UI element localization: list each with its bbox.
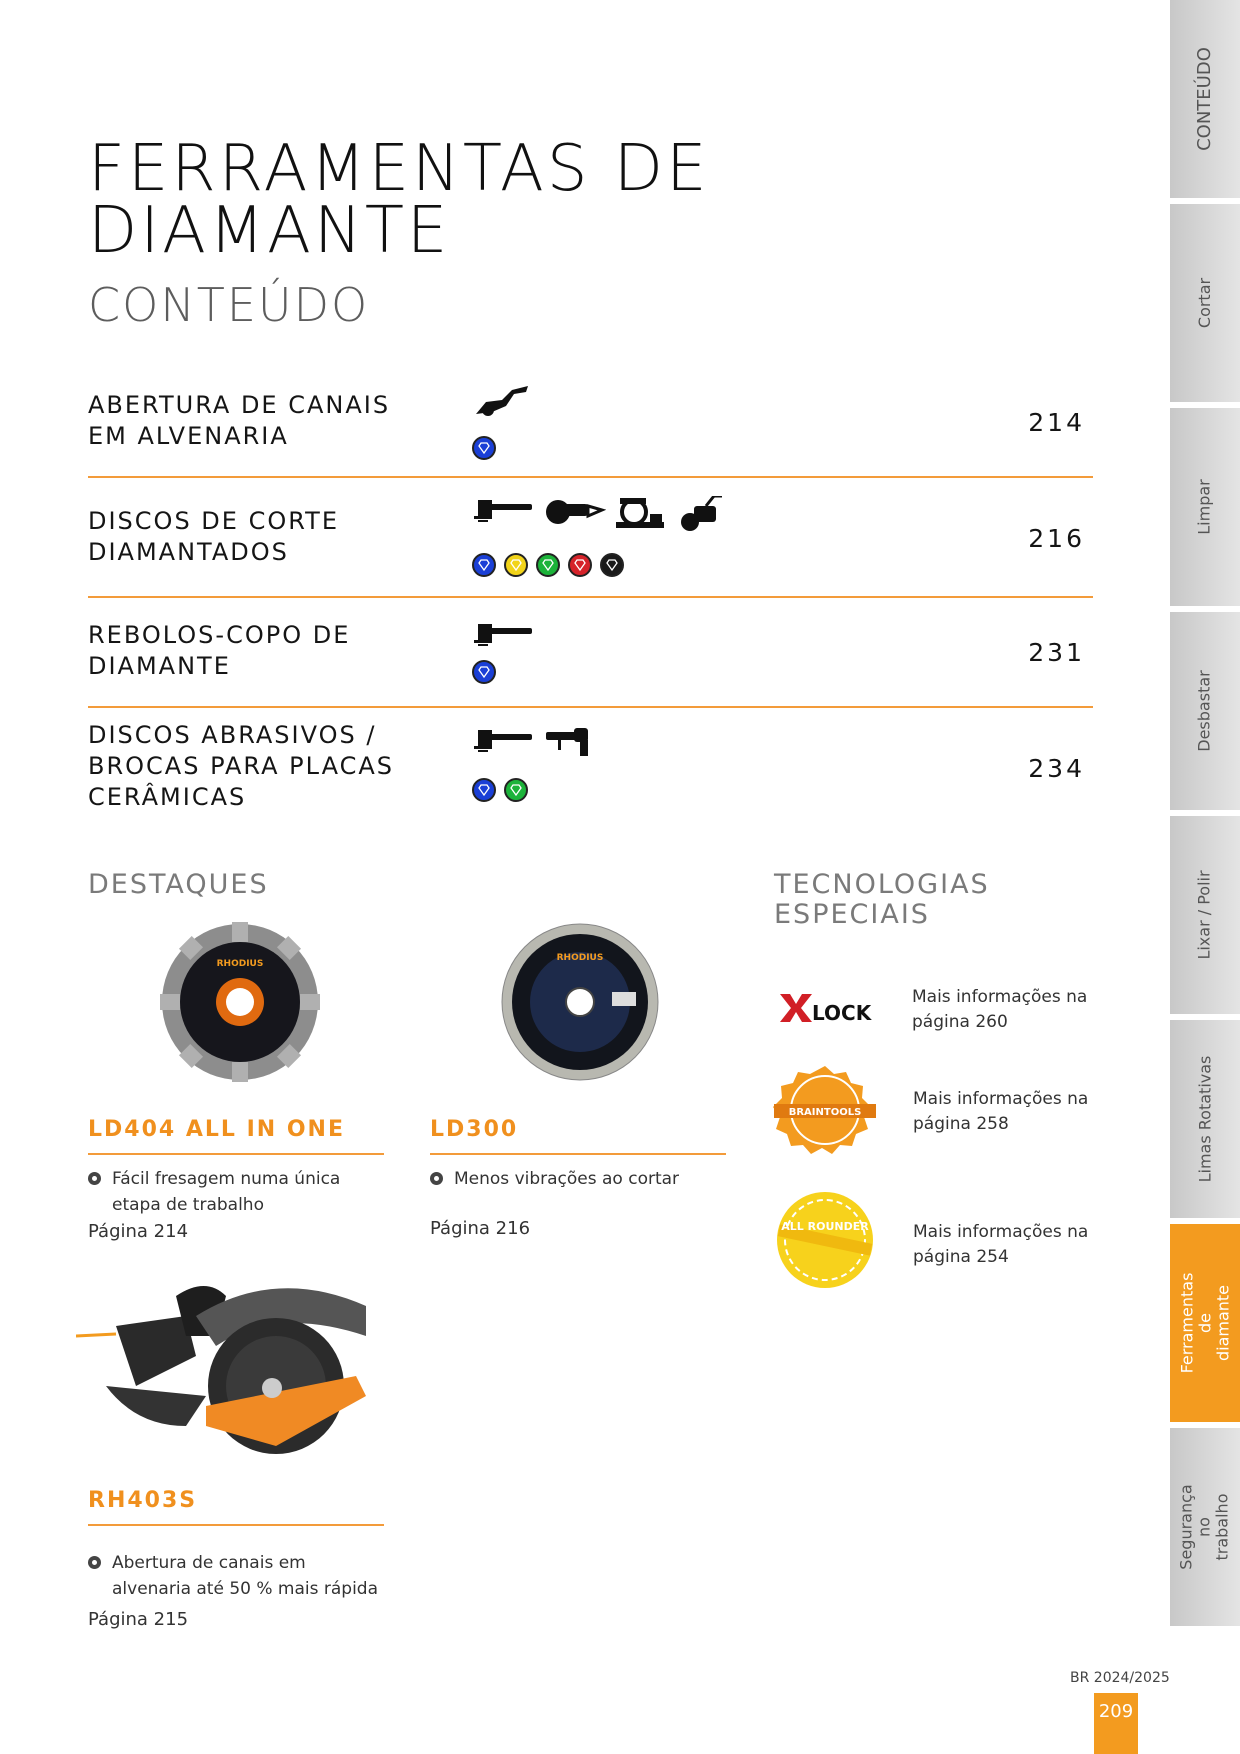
sidebar: [1170, 0, 1240, 1630]
diamond-blue-icon: [472, 778, 496, 802]
angle-grinder-icon: [472, 726, 534, 756]
tech-info[interactable]: Mais informações na página 254: [913, 1222, 1089, 1267]
diamond-green-icon: [536, 553, 560, 577]
wall-chaser-icon: [472, 384, 532, 420]
tech-info[interactable]: Mais informações na página 260: [912, 987, 1088, 1032]
product-page-ref[interactable]: Página 216: [430, 1218, 531, 1239]
tool-icons: [472, 384, 532, 420]
toc-label: DISCOS DE CORTE DIAMANTADOS: [88, 507, 339, 566]
toc-page-number: 214: [1028, 408, 1085, 437]
highlights-heading: DESTAQUES: [88, 869, 269, 900]
material-dots: [472, 436, 496, 460]
toc-label: REBOLOS-COPO DE DIAMANTE: [88, 621, 351, 680]
svg-text:BRAINTOOLS: BRAINTOOLS: [788, 1107, 862, 1118]
braintools-badge-icon: [772, 1064, 878, 1160]
product-bullet: Fácil fresagem numa única etapa de trabalho: [88, 1166, 388, 1218]
diamond-blue-icon: [472, 660, 496, 684]
svg-text:LOCK: LOCK: [812, 1001, 872, 1025]
svg-text:RHODIUS: RHODIUS: [556, 953, 604, 963]
diamond-black-icon: [600, 553, 624, 577]
catalog-year: BR 2024/2025: [1070, 1670, 1170, 1686]
disc-ld404-image: [160, 922, 320, 1082]
tool-icons: [472, 620, 534, 650]
tech-info[interactable]: Mais informações na página 258: [913, 1089, 1089, 1134]
tab-conteudo[interactable]: CONTEÚDO: [1170, 0, 1240, 200]
tab-ferramentas-diamante[interactable]: Ferramentas de diamante: [1170, 1224, 1240, 1424]
tool-icons: [472, 496, 726, 532]
product-bullet: Menos vibrações ao cortar: [430, 1166, 730, 1192]
table-saw-icon: [616, 496, 666, 530]
tab-seguranca[interactable]: Segurança no trabalho: [1170, 1428, 1240, 1628]
svg-text:RHODIUS: RHODIUS: [216, 959, 264, 969]
page-number: 209: [1094, 1693, 1138, 1754]
material-dots: [472, 553, 624, 577]
diamond-blue-icon: [472, 553, 496, 577]
toc-row[interactable]: [88, 384, 1093, 478]
tab-limpar[interactable]: Limpar: [1170, 408, 1240, 608]
disc-ld300-image: [500, 922, 660, 1082]
diamond-red-icon: [568, 553, 592, 577]
tech-heading: TECNOLOGIAS ESPECIAIS: [774, 869, 990, 930]
toc-row[interactable]: [88, 598, 1093, 708]
tab-desbastar[interactable]: Desbastar: [1170, 612, 1240, 812]
title-line-1: FERRAMENTAS DE: [88, 132, 710, 206]
product-page-ref[interactable]: Página 215: [88, 1609, 189, 1630]
bullet-icon: [430, 1172, 443, 1185]
product-name-rh403s[interactable]: RH403S: [88, 1488, 198, 1513]
title-line-2: DIAMANTE: [88, 194, 451, 268]
toc-label: DISCOS ABRASIVOS / BROCAS PARA PLACAS CERÂMICAS: [88, 721, 394, 811]
product-bullet: Abertura de canais em alvenaria até 50 % mais rápida: [88, 1550, 378, 1602]
product-name-ld300[interactable]: LD300: [430, 1117, 519, 1142]
page-subtitle: CONTEÚDO: [88, 278, 370, 332]
all-rounder-badge-icon: [772, 1190, 878, 1290]
material-dots: [472, 660, 496, 684]
product-divider: [430, 1153, 726, 1155]
bullet-icon: [88, 1172, 101, 1185]
xlock-logo: [778, 990, 888, 1026]
toc-row[interactable]: [88, 708, 1093, 822]
svg-text:ALL ROUNDER: ALL ROUNDER: [781, 1220, 869, 1233]
cut-off-saw-icon: [544, 496, 606, 526]
toc-page-number: 231: [1028, 638, 1085, 667]
product-page-ref[interactable]: Página 214: [88, 1221, 189, 1242]
angle-grinder-icon: [472, 496, 534, 526]
diamond-blue-icon: [472, 436, 496, 460]
tab-lixar-polir[interactable]: Lixar / Polir: [1170, 816, 1240, 1016]
diamond-yellow-icon: [504, 553, 528, 577]
product-divider: [88, 1524, 384, 1526]
toc-label: ABERTURA DE CANAIS EM ALVENARIA: [88, 391, 391, 450]
toc-row[interactable]: [88, 478, 1093, 598]
tool-icons: [472, 726, 594, 758]
page-title: [88, 132, 710, 268]
bullet-icon: [88, 1556, 101, 1569]
toc-page-number: 216: [1028, 524, 1085, 553]
floor-saw-icon: [676, 496, 726, 532]
tab-cortar[interactable]: Cortar: [1170, 204, 1240, 404]
tab-limas-rotativas[interactable]: Limas Rotativas: [1170, 1020, 1240, 1220]
angle-grinder-icon: [472, 620, 534, 650]
drill-icon: [544, 726, 594, 758]
toc-page-number: 234: [1028, 754, 1085, 783]
xlock-icon: [778, 990, 888, 1026]
diamond-green-icon: [504, 778, 528, 802]
material-dots: [472, 778, 528, 802]
product-name-ld404[interactable]: LD404 ALL IN ONE: [88, 1117, 345, 1142]
product-divider: [88, 1153, 384, 1155]
rh403s-wall-chaser-image: [76, 1276, 376, 1486]
